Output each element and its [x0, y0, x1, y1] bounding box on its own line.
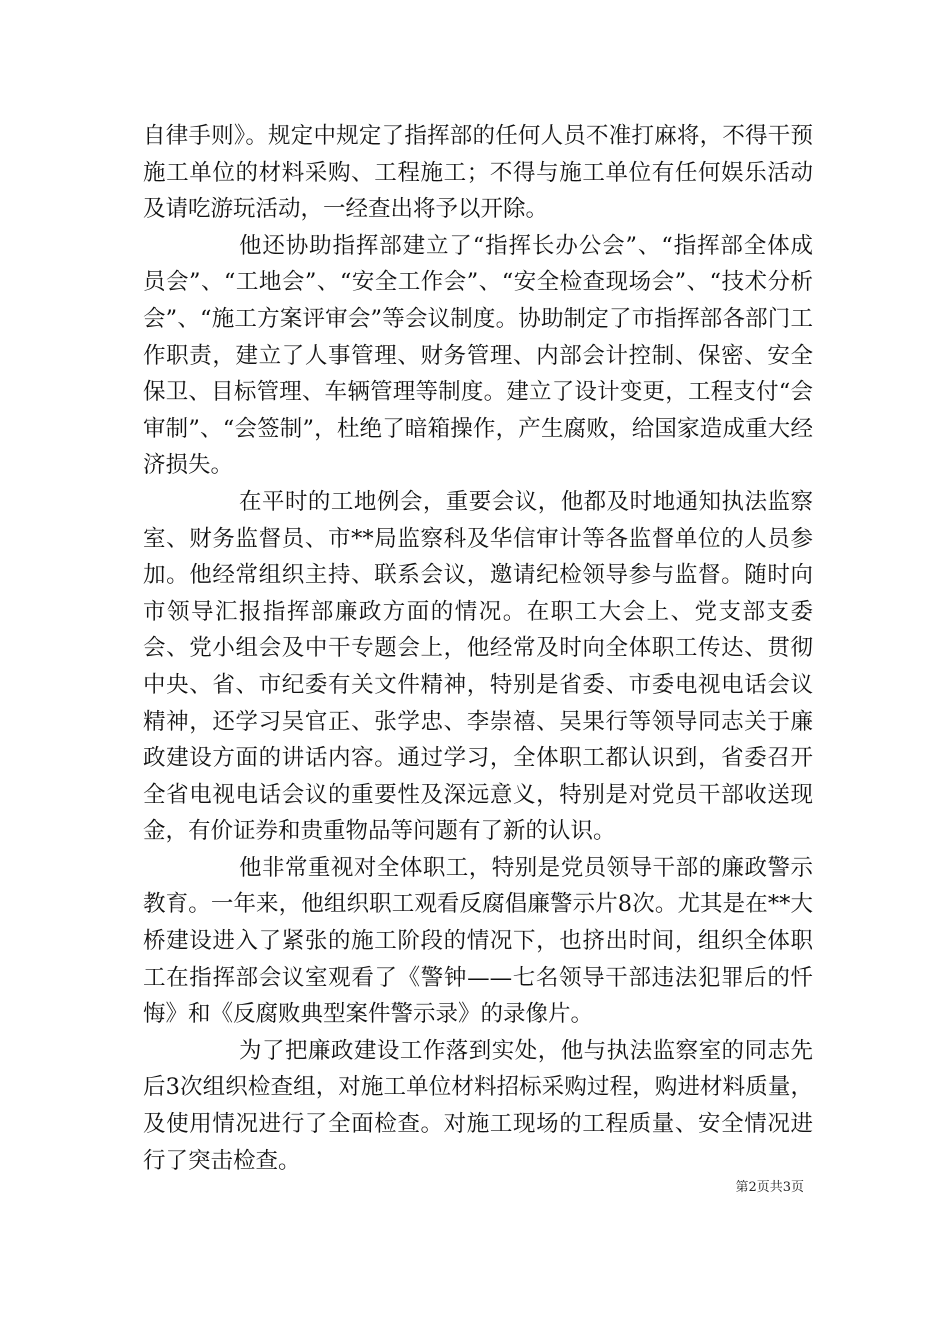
document-body — [143, 118, 813, 1179]
paragraph-continuation: 自律手则》。规定中规定了指挥部的任何人员不准打麻将，不得干预施工单位的材料采购、工程施工；不得与施工单位有任何娱乐活动及请吃游玩活动，一经查出将予以开除。 — [143, 123, 813, 223]
paragraph-warning-education: 他非常重视对全体职工，特别是党员领导干部的廉政警示教育。一年来，他组织职工观看反腐倡廉警示片8次。尤其是在**大桥建设进入了紧张的施工阶段的情况下，也挤出时间，组织全体职工在指挥部会议室观看了《警钟——七名领导干部违法犯罪后的忏悔》和《反腐败典型案件警示录》的录像片。 — [143, 854, 813, 1028]
paragraph-meeting-system: 他还协助指挥部建立了“指挥长办公会”、“指挥部全体成员会”、“工地会”、“安全工作会”、“安全检查现场会”、“技术分析会”、“施工方案评审会”等会议制度。协助制定了市指挥部各部门工作职责，建立了人事管理、财务管理、内部会计控制、保密、安全保卫、目标管理、车辆管理等制度。建立了设计变更，工程支付“会审制”、“会签制”，杜绝了暗箱操作，产生腐败，给国家造成重大经济损失。 — [143, 232, 813, 479]
paragraph-supervision: 在平时的工地例会，重要会议，他都及时地通知执法监察室、财务监督员、市**局监察科及华信审计等各监督单位的人员参加。他经常组织主持、联系会议，邀请纪检领导参与监督。随时向市领导汇报指挥部廉政方面的情况。在职工大会上、党支部支委会、党小组会及中干专题会上，他经常及时向全体职工传达、贯彻中央、省、市纪委有关文件精神，特别是省委、市委电视电话会议精神，还学习吴官正、张学忠、李崇禧、吴果行等领导同志关于廉政建设方面的讲话内容。通过学习，全体职工都认识到，省委召开全省电视电话会议的重要性及深远意义，特别是对党员干部收送现金，有价证券和贵重物品等问题有了新的认识。 — [143, 488, 813, 845]
page-number-footer: 第2页共3页 — [735, 1180, 804, 1195]
paragraph-inspection: 为了把廉政建设工作落到实处，他与执法监察室的同志先后3次组织检查组，对施工单位材料招标采购过程，购进材料质量，及使用情况进行了全面检查。对施工现场的工程质量、安全情况进行了突击检查。 — [143, 1037, 813, 1174]
